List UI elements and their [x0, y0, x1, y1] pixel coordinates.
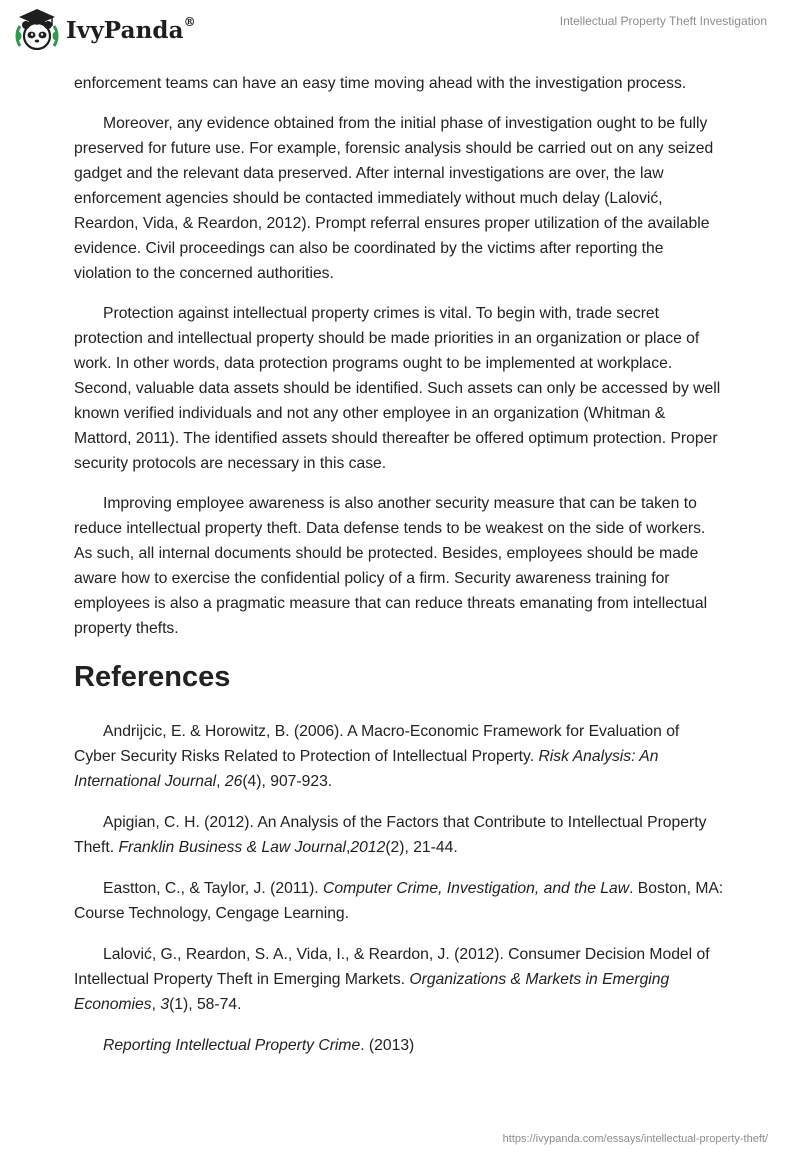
page-header: [0, 0, 800, 66]
reference-item: Lalović, G., Reardon, S. A., Vida, I., & Reardon, J. (2012). Consumer Decision Model of Intellectual Property Theft in Emerging Markets. Organizations & Markets in Emerging Economies, 3(1), 58-74.: [74, 946, 710, 1013]
source-url[interactable]: https://ivypanda.com/essays/intellectual-property-theft/: [502, 1133, 768, 1145]
paragraph-evidence: Moreover, any evidence obtained from the initial phase of investigation ought to be fully preserved for future use. For example, forensic analysis should be carried out on any seized gadget and the relevant data preserved. After internal investigations are over, the law enforcement agencies should be contacted immediately without much delay (Lalović, Reardon, Vida, & Reardon, 2012). Prompt referral ensures proper utilization of the available evidence. Civil proceedings can also be coordinated by the victims after reporting the violation to the concerned authorities.: [74, 115, 714, 282]
document-title: Intellectual Property Theft Investigation: [559, 14, 767, 28]
logo-wordmark: [66, 14, 196, 44]
references-heading: References: [74, 661, 231, 693]
panda-graduation-cap-icon: [14, 6, 60, 54]
reference-item: Eastton, C., & Taylor, J. (2011). Computer Crime, Investigation, and the Law. Boston, MA: Course Technology, Cengage Learning.: [74, 880, 724, 922]
registered-mark: ®: [183, 14, 196, 29]
reference-item: Reporting Intellectual Property Crime. (2013): [103, 1037, 415, 1054]
logo-text: IvyPanda: [66, 16, 184, 44]
paragraph-protection: Protection against intellectual property crimes is vital. To begin with, trade secret protection and intellectual property should be made priorities in an organization or place of work. In other words, data protection programs ought to be implemented at workplace. Second, valuable data assets should be identified. Such assets can only be accessed by well known verified individuals and not any other employee in an organization (Whitman & Mattord, 2011). The identified assets should thereafter be offered optimum protection. Proper security protocols are necessary in this case.: [74, 305, 721, 472]
essay-content: [74, 71, 724, 1074]
paragraph-awareness: Improving employee awareness is also another security measure that can be taken to reduce intellectual property theft. Data defense tends to be weakest on the side of workers. As such, all internal documents should be protected. Besides, employees should be made aware how to exercise the confidential policy of a firm. Security awareness training for employees is also a pragmatic measure that can reduce threats emanating from intellectual property thefts.: [74, 495, 708, 637]
reference-item: Apigian, C. H. (2012). An Analysis of the Factors that Contribute to Intellectual Property Theft. Franklin Business & Law Journal,2012(2), 21-44.: [74, 814, 707, 856]
paragraph-continuation: enforcement teams can have an easy time moving ahead with the investigation process.: [74, 75, 687, 92]
reference-item: Andrijcic, E. & Horowitz, B. (2006). A Macro-Economic Framework for Evaluation of Cyber Security Risks Related to Protection of Intellectual Property. Risk Analysis: An International Journal, 26(4), 907-923.: [74, 723, 680, 790]
ivypanda-logo[interactable]: [14, 6, 196, 54]
